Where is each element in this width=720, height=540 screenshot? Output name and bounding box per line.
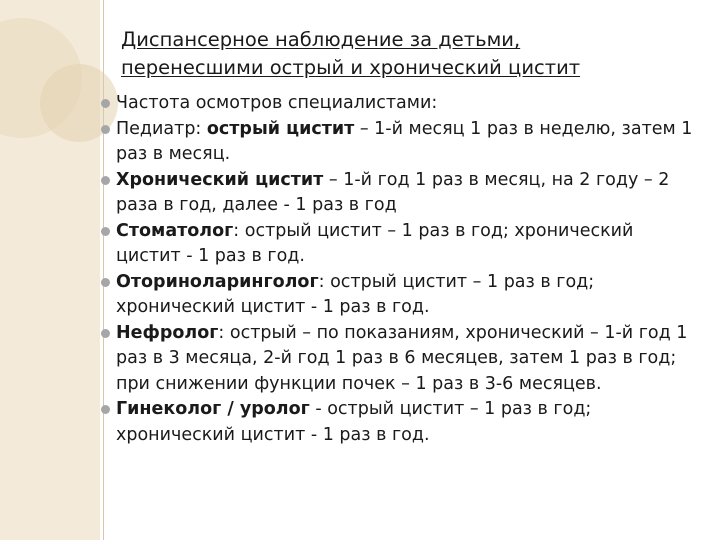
item-bold: Гинеколог / уролог	[116, 399, 310, 419]
list-item-dentist	[100, 219, 700, 270]
list-item-nephrologist	[100, 321, 700, 398]
item-bold: Стоматолог	[116, 220, 234, 241]
recommendation-list	[100, 91, 700, 448]
item-text: Педиатр:	[116, 118, 207, 139]
list-item-ent	[100, 270, 700, 321]
bullet-icon	[101, 278, 110, 287]
bullet-icon	[101, 176, 110, 185]
item-text: : острый цистит – 1 раз в год; хронический цистит - 1 раз в год.	[116, 220, 634, 266]
item-bold: острый цистит	[206, 118, 355, 139]
item-text: – 1-й месяц 1 раз в неделю, затем 1 раз в месяц.	[116, 118, 693, 164]
decorative-side-panel	[0, 0, 100, 540]
list-item-pediatrician	[100, 117, 700, 168]
slide-title	[121, 26, 681, 82]
item-text: : острый – по показаниям, хронический – 1-й год 1 раз в 3 месяца, 2-й год 1 раз в 6 месяцев, затем 1 раз в год; при снижении функции почек – 1 раз в 3-6 месяцев.	[116, 322, 688, 394]
item-text: – 1-й год 1 раз в месяц, на 2 году – 2 раза в год, далее - 1 раз в год	[116, 169, 670, 215]
bullet-icon	[101, 227, 110, 236]
list-item-frequency	[100, 91, 700, 117]
bullet-icon	[101, 405, 110, 414]
item-bold: Нефролог	[116, 322, 219, 343]
bullet-icon	[101, 329, 110, 338]
slide-title-line-1: Диспансерное наблюдение за детьми,	[121, 28, 521, 51]
item-bold: Хронический цистит	[116, 169, 324, 190]
item-text: : острый цистит – 1 раз в год; хронический цистит - 1 раз в год.	[116, 271, 595, 317]
bullet-icon	[101, 125, 110, 134]
list-item-gynecologist-urologist	[100, 397, 700, 448]
item-text: - острый цистит – 1 раз в год; хронический цистит - 1 раз в год.	[116, 399, 592, 445]
slide-title-line-2: перенесшими острый и хронический цистит	[121, 56, 581, 79]
list-item-chronic	[100, 168, 700, 219]
item-text: Частота осмотров специалистами:	[116, 93, 438, 113]
bullet-icon	[101, 99, 110, 108]
item-bold: Оториноларинголог	[116, 271, 319, 292]
